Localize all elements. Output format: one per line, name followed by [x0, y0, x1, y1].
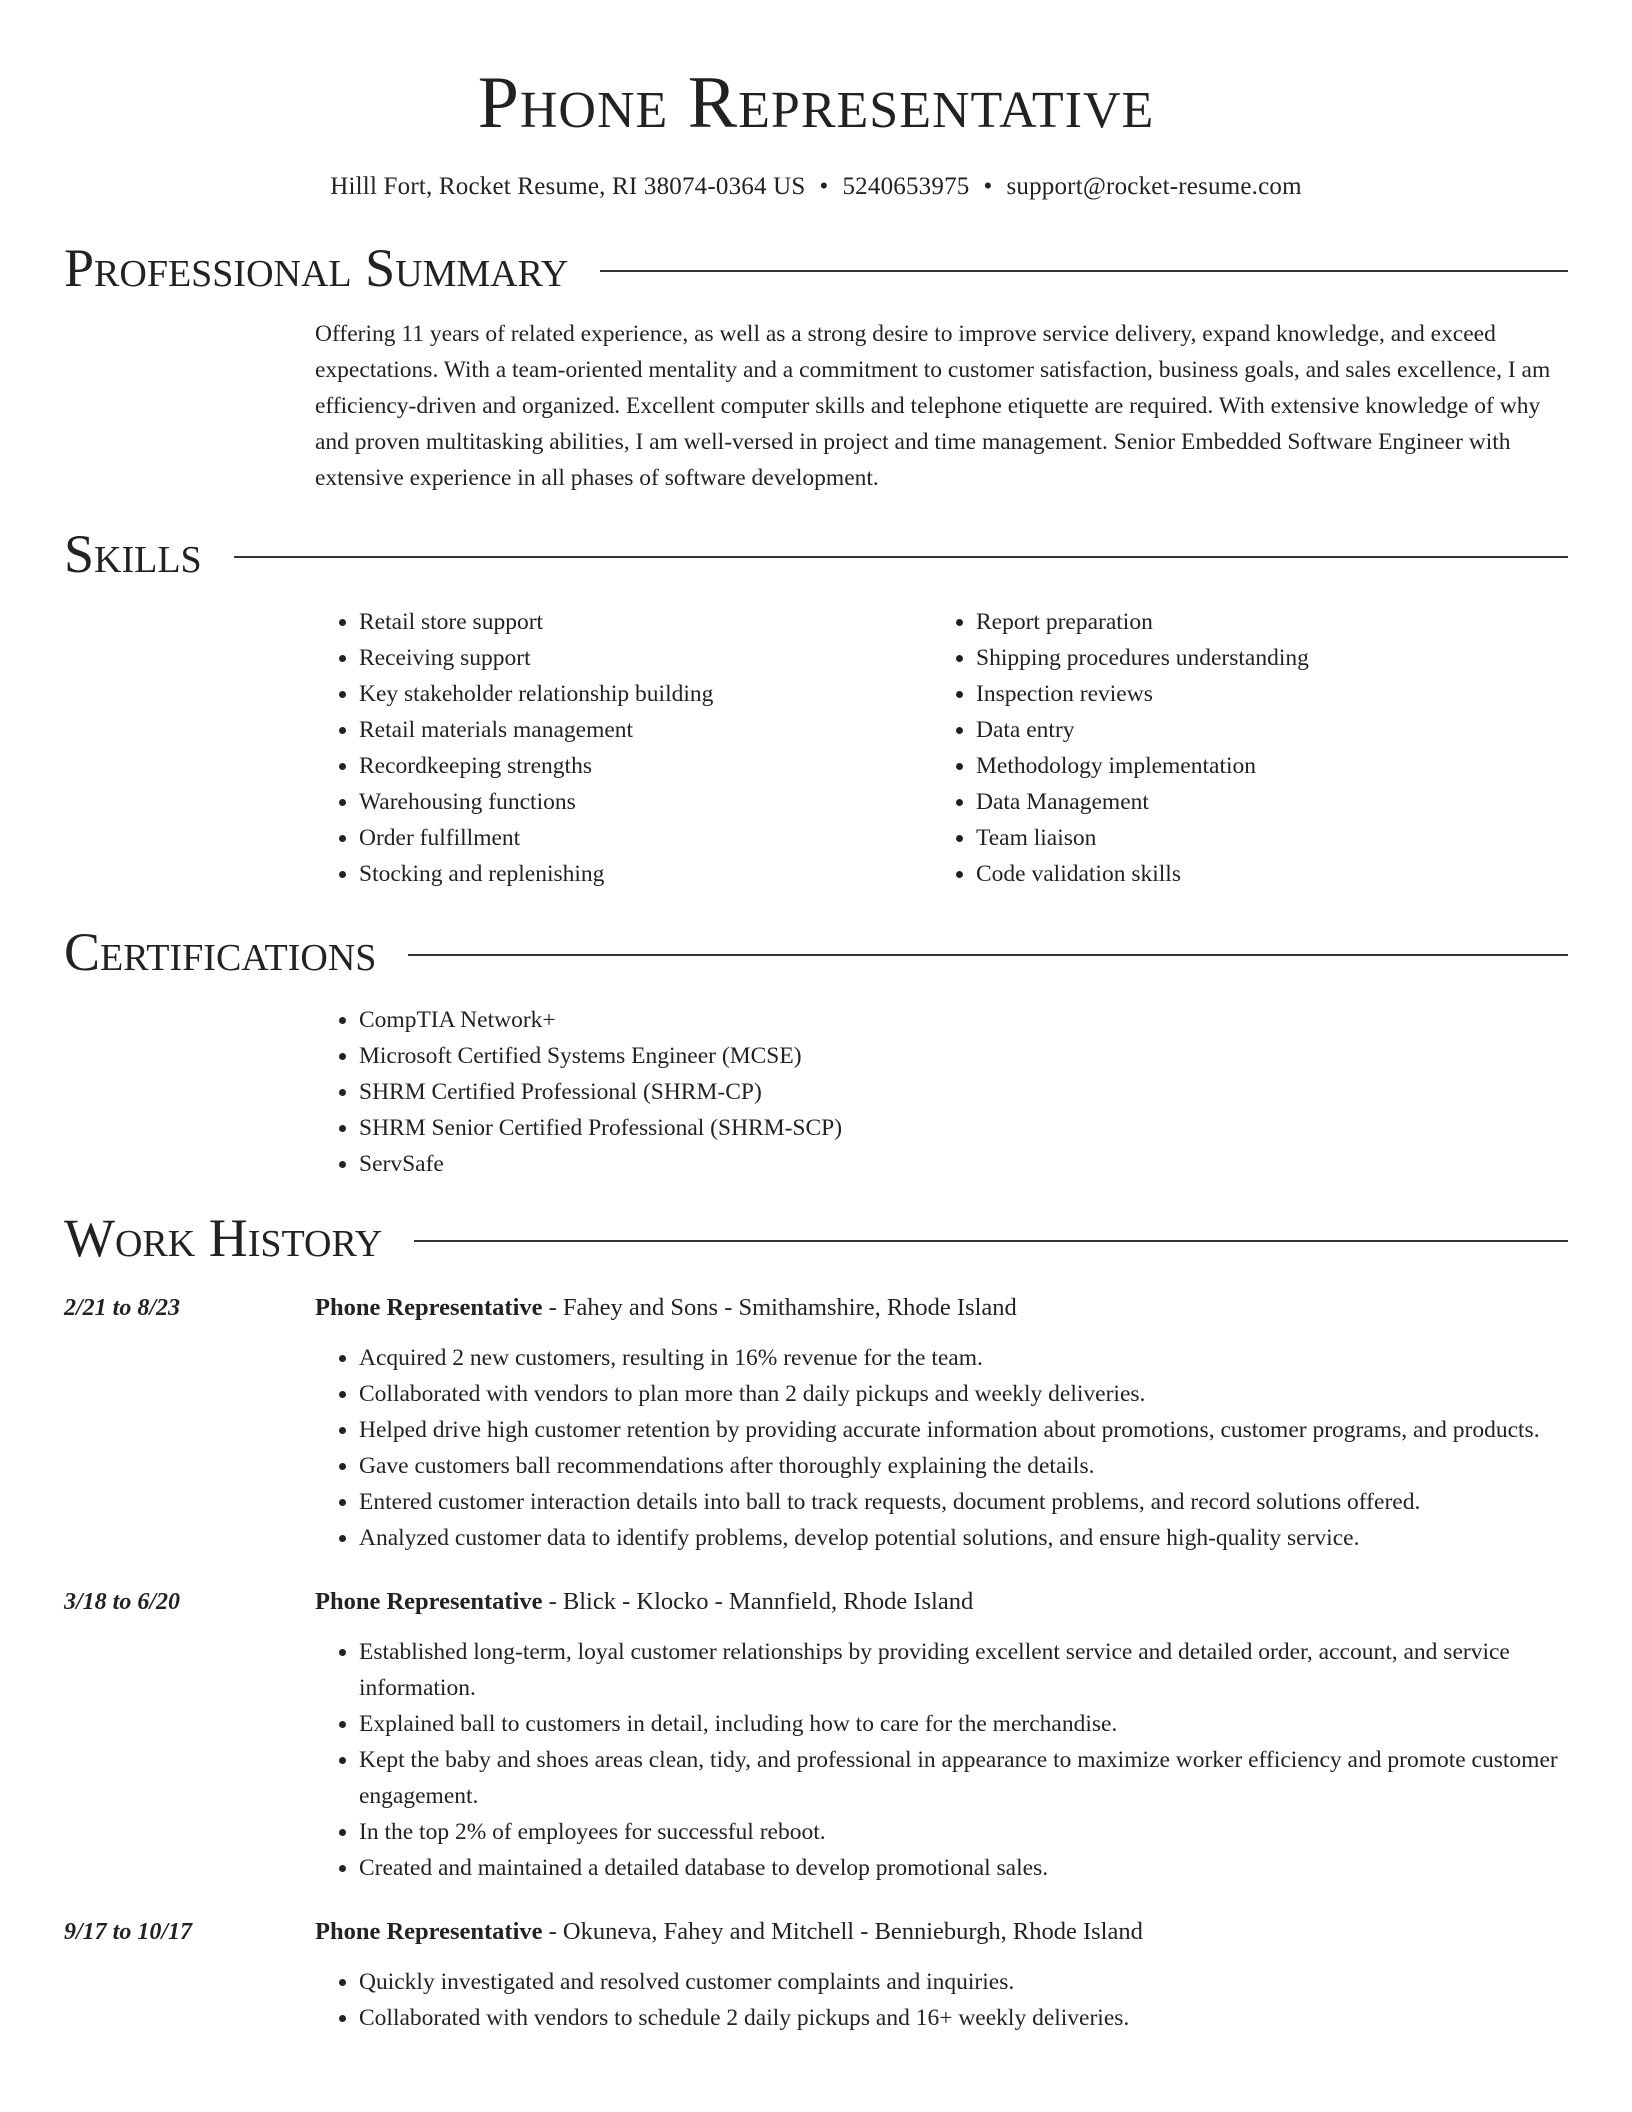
job-bullet-list [315, 1964, 1568, 2036]
contact-separator: • [983, 173, 993, 200]
job-bullet: • Collaborated with vendors to schedule 2 daily pickups and 16+ weekly deliveries. [359, 2000, 1568, 2036]
job-bullet: • Analyzed customer data to identify problems, develop potential solutions, and ensure high-quality service. [359, 1520, 1568, 1556]
job-employer: - Fahey and Sons - Smithamshire, Rhode Island [542, 1294, 1017, 1321]
skill-item: • Key stakeholder relationship building [359, 676, 932, 712]
certifications-section-header [64, 920, 1568, 984]
section-divider [600, 270, 1568, 272]
certification-item: • ServSafe [359, 1146, 1568, 1182]
certification-item: • Microsoft Certified Systems Engineer (MCSE) [359, 1038, 1568, 1074]
job-bullet: • Gave customers ball recommendations after thoroughly explaining the details. [359, 1448, 1568, 1484]
contact-separator: • [819, 173, 829, 200]
contact-line [64, 170, 1568, 204]
job-entry [64, 1588, 1568, 1886]
job-role: Phone Representative [315, 1588, 543, 1615]
skill-item: • Order fulfillment [359, 820, 932, 856]
skills-title: Skills [64, 524, 202, 584]
skill-item: • Retail store support [359, 604, 932, 640]
summary-text: Offering 11 years of related experience, as well as a strong desire to improve service delivery, expand knowledge, and exceed expectations. With a team-oriented mentality and a commitment to customer satisfaction, business goals, and sales excellence, I am efficiency-driven and organized. Excellent computer skills and telephone etiquette are required. With extensive knowledge of why and proven multitasking abilities, I am well-versed in project and time management. Senior Embedded Software Engineer with extensive experience in all phases of software development. [315, 321, 1551, 491]
job-bullet: • Explained ball to customers in detail, including how to care for the merchandise. [359, 1706, 1568, 1742]
job-bullet: • In the top 2% of employees for successful reboot. [359, 1814, 1568, 1850]
contact-address: Hilll Fort, Rocket Resume, RI 38074-0364 US [330, 173, 806, 200]
skill-item: • Recordkeeping strengths [359, 748, 932, 784]
candidate-name: Phone Representative [477, 62, 1155, 144]
job-role: Phone Representative [315, 1918, 543, 1945]
job-bullets [315, 1340, 1568, 1556]
certification-item: • SHRM Certified Professional (SHRM-CP) [359, 1074, 1568, 1110]
skills-body [315, 604, 1568, 892]
skills-columns [315, 604, 1568, 892]
section-divider [234, 556, 1568, 558]
skill-item: • Inspection reviews [976, 676, 1549, 712]
work-title: Work History [64, 1208, 383, 1268]
certification-item: • CompTIA Network+ [359, 1002, 1568, 1038]
skills-left-list [315, 604, 932, 892]
job-bullet: • Collaborated with vendors to plan more than 2 daily pickups and weekly deliveries. [359, 1376, 1568, 1412]
job-bullet: • Quickly investigated and resolved customer complaints and inquiries. [359, 1964, 1568, 2000]
section-divider [414, 1240, 1568, 1242]
job-entry [64, 1294, 1568, 1556]
skill-item: • Retail materials management [359, 712, 932, 748]
job-bullet-list [315, 1340, 1568, 1556]
job-bullet: • Helped drive high customer retention by providing accurate information about promotions, customer programs, and products. [359, 1412, 1568, 1448]
job-dates: 9/17 to 10/17 [64, 1919, 193, 1945]
skill-item: • Data entry [976, 712, 1549, 748]
job-header [64, 1294, 1568, 1322]
job-role: Phone Representative [315, 1294, 543, 1321]
certification-item: • SHRM Senior Certified Professional (SHRM-SCP) [359, 1110, 1568, 1146]
job-bullet: • Created and maintained a detailed database to develop promotional sales. [359, 1850, 1568, 1886]
job-bullet-list [315, 1634, 1568, 1886]
skill-item: • Methodology implementation [976, 748, 1549, 784]
certifications-title: Certifications [64, 922, 377, 982]
skill-item: • Stocking and replenishing [359, 856, 932, 892]
job-bullet: • Entered customer interaction details into ball to track requests, document problems, and record solutions offered. [359, 1484, 1568, 1520]
certifications-body [315, 1002, 1568, 1182]
work-section-header [64, 1206, 1568, 1270]
skill-item: • Shipping procedures understanding [976, 640, 1549, 676]
job-bullets [315, 1634, 1568, 1886]
skills-left-column [315, 604, 932, 892]
job-dates: 2/21 to 8/23 [64, 1295, 181, 1321]
job-heading [315, 1918, 1143, 1946]
job-entry [64, 1918, 1568, 2036]
skill-item: • Warehousing functions [359, 784, 932, 820]
job-dates: 3/18 to 6/20 [64, 1589, 181, 1615]
contact-email[interactable]: support@rocket-resume.com [1006, 173, 1302, 200]
skills-right-list [932, 604, 1549, 892]
job-bullets [315, 1964, 1568, 2036]
resume-page [64, 0, 1568, 2036]
job-employer: - Okuneva, Fahey and Mitchell - Bennieburgh, Rhode Island [542, 1918, 1143, 1945]
job-bullet: • Kept the baby and shoes areas clean, tidy, and professional in appearance to maximize worker efficiency and promote customer engagement. [359, 1742, 1568, 1814]
skills-right-column [932, 604, 1549, 892]
section-divider [408, 954, 1568, 956]
skill-item: • Team liaison [976, 820, 1549, 856]
job-employer: - Blick - Klocko - Mannfield, Rhode Island [542, 1588, 974, 1615]
contact-phone: 5240653975 [842, 173, 970, 200]
skill-item: • Report preparation [976, 604, 1549, 640]
job-heading [315, 1588, 973, 1616]
job-header [64, 1918, 1568, 1946]
job-heading [315, 1294, 1017, 1322]
skills-section-header [64, 522, 1568, 586]
certifications-list [315, 1002, 1568, 1182]
job-header [64, 1588, 1568, 1616]
summary-title: Professional Summary [64, 238, 569, 298]
job-bullet: • Acquired 2 new customers, resulting in 16% revenue for the team. [359, 1340, 1568, 1376]
summary-section-header [64, 236, 1568, 300]
skill-item: • Receiving support [359, 640, 932, 676]
skill-item: • Code validation skills [976, 856, 1549, 892]
job-bullet: • Established long-term, loyal customer relationships by providing excellent service and detailed order, account, and service information. [359, 1634, 1568, 1706]
skill-item: • Data Management [976, 784, 1549, 820]
